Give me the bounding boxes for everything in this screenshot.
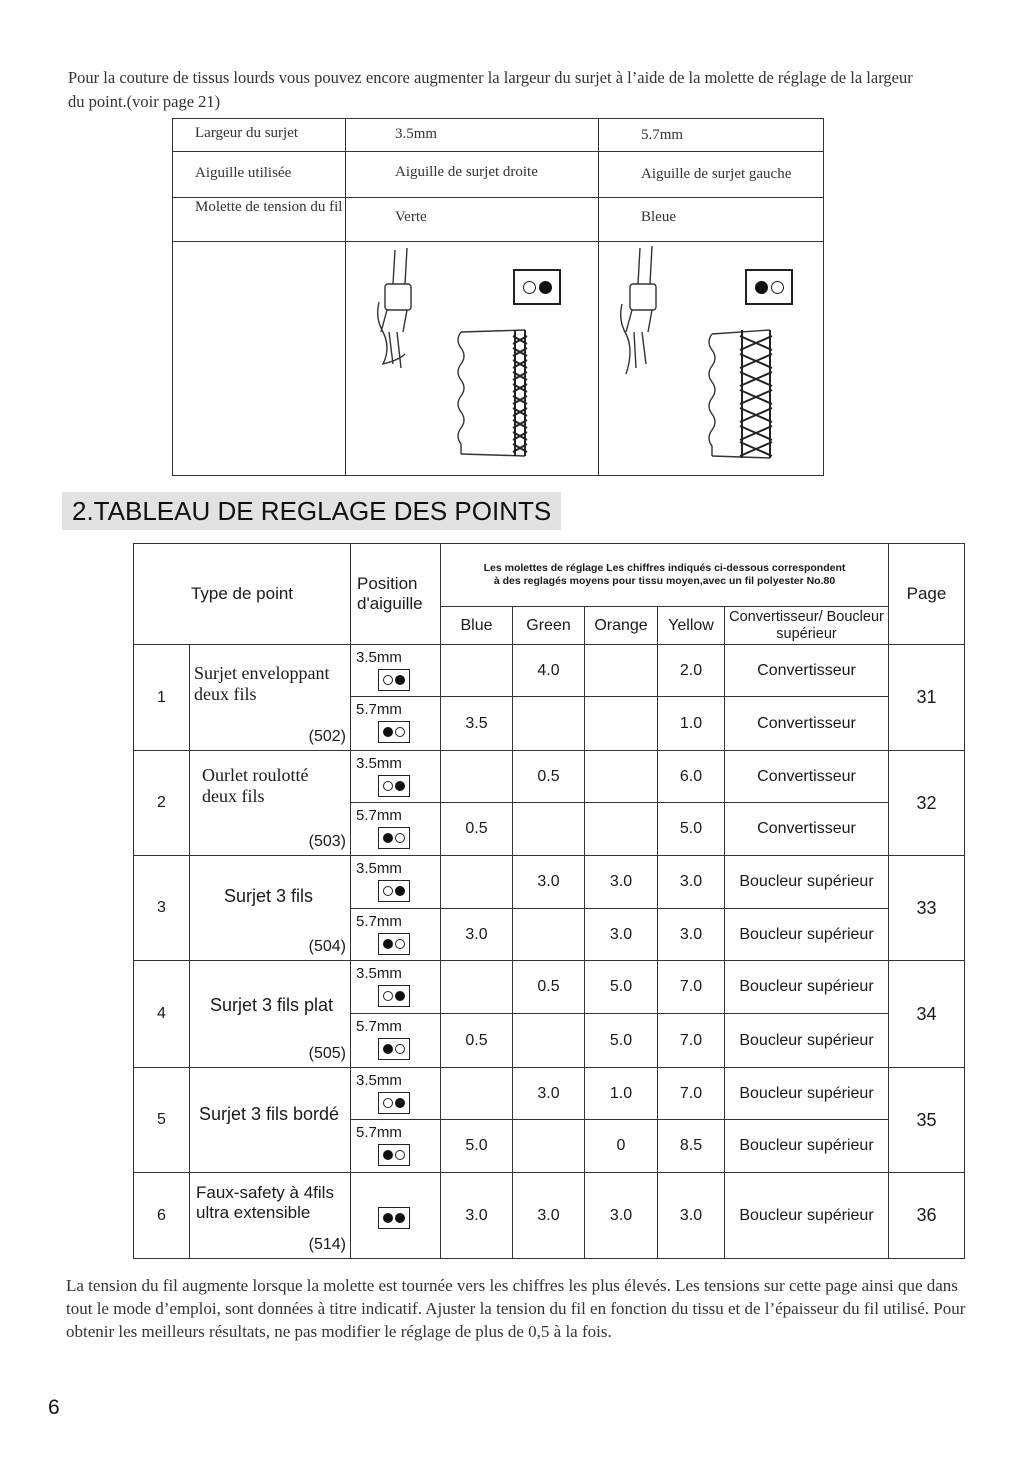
row-3a-orange: 3.0 bbox=[585, 856, 658, 909]
row-3-stitch bbox=[190, 856, 351, 961]
row-4a-yellow: 7.0 bbox=[658, 961, 725, 1014]
row-2a-converter: Convertisseur bbox=[725, 751, 889, 803]
row-4a-green: 0.5 bbox=[513, 961, 585, 1014]
row-2b-blue: 0.5 bbox=[441, 803, 513, 856]
row-1a-orange bbox=[585, 645, 658, 697]
row-6-orange: 3.0 bbox=[585, 1173, 658, 1259]
row-2b-green bbox=[513, 803, 585, 856]
footer-paragraph: La tension du fil augmente lorsque la molette est tournée vers les chiffres les plus élevés. Les tensions sur cette page ainsi que dans tout le mode d’emploi, sont données à titre indicatif. Ajuster la tension du fil en fonction du tissu et de l’épaisseur du fil utilisé. Pour obtenir les meilleurs résultats, ne pas modifier le réglage de plus de 0,5 à la fois. bbox=[66, 1276, 966, 1341]
row-5b-green bbox=[513, 1120, 585, 1173]
row-1b-position: 5.7mm bbox=[351, 697, 441, 751]
stitch-name: Surjet enveloppant deux fils bbox=[194, 663, 330, 704]
row-4a-converter: Boucleur supérieur bbox=[725, 961, 889, 1014]
row-5a-position: 3.5mm bbox=[351, 1068, 441, 1120]
needle-left-icon bbox=[378, 933, 410, 955]
row-6-yellow: 3.0 bbox=[658, 1173, 725, 1259]
row-2a-position: 3.5mm bbox=[351, 751, 441, 803]
header-type: Type de point bbox=[134, 544, 351, 645]
row-6-number: 6 bbox=[134, 1173, 190, 1259]
row-1a-yellow: 2.0 bbox=[658, 645, 725, 697]
row-2a-blue bbox=[441, 751, 513, 803]
row-4b-position: 5.7mm bbox=[351, 1014, 441, 1068]
row-6-stitch bbox=[190, 1173, 351, 1259]
row-label-tension: Molette de tension du fil bbox=[195, 199, 343, 215]
row-4b-yellow: 7.0 bbox=[658, 1014, 725, 1068]
row-3b-blue: 3.0 bbox=[441, 909, 513, 961]
row-4a-orange: 5.0 bbox=[585, 961, 658, 1014]
row-3b-orange: 3.0 bbox=[585, 909, 658, 961]
section-title: 2.TABLEAU DE REGLAGE DES POINTS bbox=[62, 492, 561, 530]
stitch-name: Surjet 3 fils bbox=[224, 886, 314, 906]
row-1a-green: 4.0 bbox=[513, 645, 585, 697]
needle-right-icon bbox=[378, 985, 410, 1007]
row-2a-green: 0.5 bbox=[513, 751, 585, 803]
stitch-name: Surjet 3 fils bordé bbox=[199, 1104, 340, 1124]
intro-paragraph: Pour la couture de tissus lourds vous pouvez encore augmenter la largeur du surjet à l’aide de la molette de réglage de la largeur du point.(voir page 21) bbox=[68, 68, 913, 111]
row-2b-converter: Convertisseur bbox=[725, 803, 889, 856]
needle-position-right-icon bbox=[513, 269, 561, 305]
stitch-code: (503) bbox=[308, 833, 346, 850]
needle-left-icon bbox=[378, 1144, 410, 1166]
header-converter: Convertisseur/ Boucleur supérieur bbox=[725, 607, 889, 645]
needle-right-icon bbox=[378, 669, 410, 691]
row-5b-blue: 5.0 bbox=[441, 1120, 513, 1173]
needle-position-left-icon bbox=[745, 269, 793, 305]
header-blue: Blue bbox=[441, 607, 513, 645]
row-5-stitch bbox=[190, 1068, 351, 1173]
needle-left-icon bbox=[378, 827, 410, 849]
row-3b-green bbox=[513, 909, 585, 961]
needle-width-table bbox=[172, 118, 824, 476]
row-6-position bbox=[351, 1173, 441, 1259]
row-5-page: 35 bbox=[889, 1068, 965, 1173]
row-3a-green: 3.0 bbox=[513, 856, 585, 909]
stitch-settings-table bbox=[133, 543, 965, 1259]
row-1b-yellow: 1.0 bbox=[658, 697, 725, 751]
row-6-blue: 3.0 bbox=[441, 1173, 513, 1259]
row-3b-position: 5.7mm bbox=[351, 909, 441, 961]
needle-left: Aiguille de surjet gauche bbox=[641, 166, 792, 182]
row-3-number: 3 bbox=[134, 856, 190, 961]
stitch-code: (502) bbox=[308, 728, 346, 745]
row-label-width: Largeur du surjet bbox=[195, 125, 299, 141]
row-2-page: 32 bbox=[889, 751, 965, 856]
row-2b-yellow: 5.0 bbox=[658, 803, 725, 856]
stitch-code: (504) bbox=[308, 938, 346, 955]
header-green: Green bbox=[513, 607, 585, 645]
row-3a-blue bbox=[441, 856, 513, 909]
stitch-code: (514) bbox=[308, 1236, 346, 1253]
row-1-stitch bbox=[190, 645, 351, 751]
row-3b-converter: Boucleur supérieur bbox=[725, 909, 889, 961]
row-2a-orange bbox=[585, 751, 658, 803]
row-label-needle: Aiguille utilisée bbox=[195, 165, 292, 181]
needle-right-icon bbox=[378, 1092, 410, 1114]
tension-green: Verte bbox=[395, 209, 427, 225]
row-4b-green bbox=[513, 1014, 585, 1068]
row-4-page: 34 bbox=[889, 961, 965, 1068]
row-5b-orange: 0 bbox=[585, 1120, 658, 1173]
row-1b-blue: 3.5 bbox=[441, 697, 513, 751]
row-2a-yellow: 6.0 bbox=[658, 751, 725, 803]
needle-both-icon bbox=[378, 1207, 410, 1229]
stitch-code: (505) bbox=[308, 1045, 346, 1062]
row-6-page: 36 bbox=[889, 1173, 965, 1259]
width-5-7: 5.7mm bbox=[641, 127, 684, 143]
header-dials-note: Les molettes de réglage Les chiffres indiqués ci-dessous correspondent à des reglagés moyens pour tissu moyen,avec un fil polyester No.80 bbox=[441, 544, 889, 607]
row-5a-blue bbox=[441, 1068, 513, 1120]
width-3-5: 3.5mm bbox=[395, 126, 438, 142]
row-3a-yellow: 3.0 bbox=[658, 856, 725, 909]
header-page: Page bbox=[889, 544, 965, 645]
row-1a-converter: Convertisseur bbox=[725, 645, 889, 697]
row-4b-blue: 0.5 bbox=[441, 1014, 513, 1068]
stitch-name: Surjet 3 fils plat bbox=[210, 995, 334, 1015]
row-4b-converter: Boucleur supérieur bbox=[725, 1014, 889, 1068]
needle-right-icon bbox=[378, 880, 410, 902]
row-1b-converter: Convertisseur bbox=[725, 697, 889, 751]
needle-left-icon bbox=[378, 1038, 410, 1060]
row-1b-green bbox=[513, 697, 585, 751]
stitch-name: Faux-safety à 4fils ultra extensible bbox=[196, 1183, 334, 1222]
row-3-page: 33 bbox=[889, 856, 965, 961]
row-1a-position: 3.5mm bbox=[351, 645, 441, 697]
row-3a-position: 3.5mm bbox=[351, 856, 441, 909]
row-5a-orange: 1.0 bbox=[585, 1068, 658, 1120]
row-2b-position: 5.7mm bbox=[351, 803, 441, 856]
header-orange: Orange bbox=[585, 607, 658, 645]
row-2-number: 2 bbox=[134, 751, 190, 856]
row-5a-yellow: 7.0 bbox=[658, 1068, 725, 1120]
row-3b-yellow: 3.0 bbox=[658, 909, 725, 961]
needle-right: Aiguille de surjet droite bbox=[395, 164, 538, 180]
header-position: Position d'aiguille bbox=[351, 544, 441, 645]
stitch-name: Ourlet roulotté deux fils bbox=[202, 765, 309, 806]
row-5a-green: 3.0 bbox=[513, 1068, 585, 1120]
row-6-green: 3.0 bbox=[513, 1173, 585, 1259]
row-1-number: 1 bbox=[134, 645, 190, 751]
row-1-page: 31 bbox=[889, 645, 965, 751]
row-5b-yellow: 8.5 bbox=[658, 1120, 725, 1173]
row-4-stitch bbox=[190, 961, 351, 1068]
row-5b-converter: Boucleur supérieur bbox=[725, 1120, 889, 1173]
row-1b-orange bbox=[585, 697, 658, 751]
row-3a-converter: Boucleur supérieur bbox=[725, 856, 889, 909]
page-number: 6 bbox=[48, 1396, 60, 1419]
row-5b-position: 5.7mm bbox=[351, 1120, 441, 1173]
row-4a-blue bbox=[441, 961, 513, 1014]
row-2-stitch bbox=[190, 751, 351, 856]
needle-right-icon bbox=[378, 775, 410, 797]
row-1a-blue bbox=[441, 645, 513, 697]
row-4a-position: 3.5mm bbox=[351, 961, 441, 1014]
tension-blue: Bleue bbox=[641, 209, 676, 225]
row-5a-converter: Boucleur supérieur bbox=[725, 1068, 889, 1120]
needle-left-icon bbox=[378, 721, 410, 743]
row-6-converter: Boucleur supérieur bbox=[725, 1173, 889, 1259]
row-2b-orange bbox=[585, 803, 658, 856]
header-yellow: Yellow bbox=[658, 607, 725, 645]
row-4b-orange: 5.0 bbox=[585, 1014, 658, 1068]
row-5-number: 5 bbox=[134, 1068, 190, 1173]
row-4-number: 4 bbox=[134, 961, 190, 1068]
